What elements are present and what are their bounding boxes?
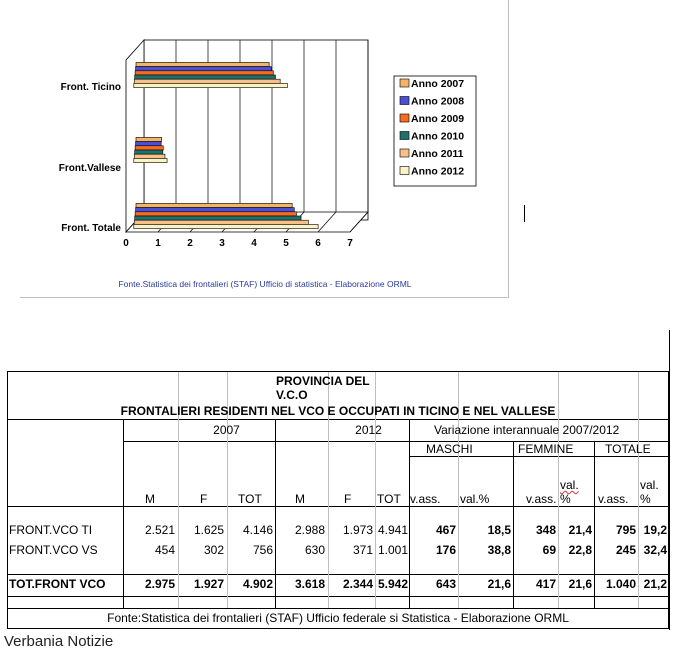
col-f-2012: F — [344, 492, 352, 506]
cell-m07: 2.975 — [144, 577, 175, 591]
variation-header: Variazione interannuale 2007/2012 — [434, 423, 620, 437]
cell-t07: 4.146 — [242, 523, 273, 537]
cell-totale-ass: 245 — [615, 543, 636, 557]
chart-bar — [135, 216, 301, 220]
chart-legend — [394, 76, 476, 186]
cell-maschi-ass: 176 — [435, 543, 456, 557]
chart-bar — [136, 62, 269, 66]
chart-bar — [136, 203, 292, 207]
x-tick-label: 1 — [155, 238, 161, 249]
cell-totale-ass: 795 — [615, 523, 636, 537]
col-vass-femmine: v.ass. — [526, 492, 557, 506]
cell-m12: 2.988 — [294, 523, 325, 537]
chart-bar — [135, 71, 273, 75]
chart-source: Fonte.Statistica dei frontalieri (STAF) Ufficio di statistica - Elaborazione ORML — [118, 279, 412, 289]
line — [8, 574, 668, 575]
chart-bar — [134, 220, 308, 224]
cell-t12: 4.941 — [377, 523, 408, 537]
chart-bar — [135, 75, 276, 79]
chart-bar — [136, 67, 272, 71]
chart-bar — [136, 208, 295, 212]
x-tick-label: 3 — [219, 238, 225, 249]
table-title-line1: PROVINCIA DEL — [276, 374, 370, 388]
chart-category-labels — [59, 82, 122, 234]
cell-totale-pct: 19,2 — [643, 523, 667, 537]
col-val-totale: val. — [640, 478, 659, 492]
row-label: FRONT.VCO TI — [9, 523, 93, 537]
legend-swatch — [400, 79, 409, 87]
chart-bar — [135, 212, 296, 216]
chart-bar — [135, 146, 163, 150]
line — [8, 419, 668, 420]
cell-m07: 454 — [154, 543, 175, 557]
cell-femmine-ass: 417 — [535, 577, 556, 591]
legend-entry: Anno 2007 — [411, 78, 465, 90]
col-m-2012: M — [295, 492, 305, 506]
cell-f12: 371 — [352, 543, 373, 557]
x-tick-label: 6 — [315, 238, 321, 249]
watermark: Verbania Notizie — [4, 633, 114, 650]
legend-entry: Anno 2012 — [411, 165, 465, 178]
chart-bar — [135, 150, 163, 154]
row-label: TOT.FRONT VCO — [9, 577, 106, 591]
col-f-2007: F — [200, 492, 208, 506]
col-valpct-maschi: val.% — [460, 492, 490, 506]
text-cursor — [524, 205, 525, 222]
chart-bar — [134, 224, 318, 228]
x-tick-label: 5 — [283, 238, 289, 249]
cell-totale-ass: 1.040 — [605, 577, 636, 591]
cell-f12: 1.973 — [342, 523, 373, 537]
line — [409, 456, 668, 457]
cell-f07: 1.927 — [193, 577, 224, 591]
cell-totale-pct: 32,4 — [643, 543, 667, 557]
cell-f12: 2.344 — [342, 577, 373, 591]
bar-chart — [0, 0, 510, 298]
legend-entry: Anno 2011 — [411, 148, 464, 160]
line — [8, 506, 668, 507]
chart-bar — [134, 79, 280, 83]
col-pct-femmine: % — [560, 492, 571, 506]
cell-femmine-pct: 22,8 — [568, 543, 592, 557]
chart-x-ticks — [123, 238, 353, 249]
cell-maschi-ass: 467 — [435, 523, 456, 537]
cell-f07: 1.625 — [193, 523, 224, 537]
x-tick-label: 4 — [251, 238, 257, 249]
col-vass-maschi: v.ass. — [410, 492, 441, 506]
line — [123, 441, 668, 442]
chart-bar — [134, 154, 165, 158]
cell-f07: 302 — [203, 543, 224, 557]
cell-maschi-pct: 38,8 — [487, 543, 511, 557]
col-tot-2007: TOT — [238, 492, 262, 506]
line — [8, 608, 668, 609]
x-tick-label: 7 — [347, 238, 353, 249]
cell-m12: 630 — [304, 543, 325, 557]
cell-maschi-ass: 643 — [435, 577, 456, 591]
cell-femmine-pct: 21,6 — [568, 577, 592, 591]
maschi-header: MASCHI — [426, 442, 473, 456]
cell-m12: 3.618 — [294, 577, 325, 591]
col-val-femmine: val. — [560, 478, 579, 492]
legend-swatch — [400, 149, 409, 157]
x-tick-label: 2 — [187, 238, 193, 249]
legend-swatch — [400, 167, 409, 175]
col-m-2007: M — [145, 492, 155, 506]
cell-m07: 2.521 — [144, 523, 175, 537]
chart-bar — [134, 158, 167, 162]
cell-t12: 1.001 — [377, 543, 408, 557]
cell-t07: 756 — [252, 543, 273, 557]
cell-maschi-pct: 21,6 — [487, 577, 511, 591]
cell-maschi-pct: 18,5 — [487, 523, 511, 537]
category-label: Front. Ticino — [60, 82, 121, 93]
totale-header: TOTALE — [605, 442, 651, 456]
cell-totale-pct: 21,2 — [643, 577, 667, 591]
year-2007-header: 2007 — [213, 423, 240, 437]
category-label: Front. Totale — [61, 223, 121, 234]
col-tot-2012: TOT — [377, 492, 401, 506]
legend-swatch — [400, 132, 409, 140]
legend-entry: Anno 2008 — [411, 95, 465, 108]
x-tick-label: 0 — [123, 238, 129, 249]
col-pct-totale: % — [640, 492, 651, 506]
table-source: Fonte:Statistica dei frontalieri (STAF) Ufficio federale si Statistica - Elaborazione ORML — [107, 611, 569, 625]
table-title-line2: V.C.O — [276, 388, 308, 402]
frontalieri-table — [7, 371, 669, 629]
table-heading: FRONTALIERI RESIDENTI NEL VCO E OCCUPATI IN TICINO E NEL VALLESE — [120, 404, 556, 418]
col-vass-totale: v.ass. — [598, 492, 629, 506]
legend-swatch — [400, 114, 409, 122]
cell-t12: 5.942 — [377, 577, 408, 591]
femmine-header: FEMMINE — [518, 442, 574, 456]
document-rule — [669, 330, 670, 630]
cell-femmine-ass: 69 — [542, 543, 556, 557]
cell-femmine-ass: 348 — [535, 523, 556, 537]
row-label: FRONT.VCO VS — [9, 543, 98, 557]
cell-t07: 4.902 — [242, 577, 273, 591]
legend-swatch — [400, 97, 409, 105]
category-label: Front.Vallese — [58, 163, 121, 174]
chart-bar — [136, 142, 162, 146]
cell-femmine-pct: 21,4 — [568, 523, 592, 537]
legend-entry: Anno 2009 — [411, 113, 465, 125]
year-2012-header: 2012 — [355, 423, 382, 437]
chart-bar — [136, 137, 162, 141]
chart-bar — [134, 83, 288, 87]
line — [8, 596, 668, 597]
legend-entry: Anno 2010 — [411, 130, 465, 143]
